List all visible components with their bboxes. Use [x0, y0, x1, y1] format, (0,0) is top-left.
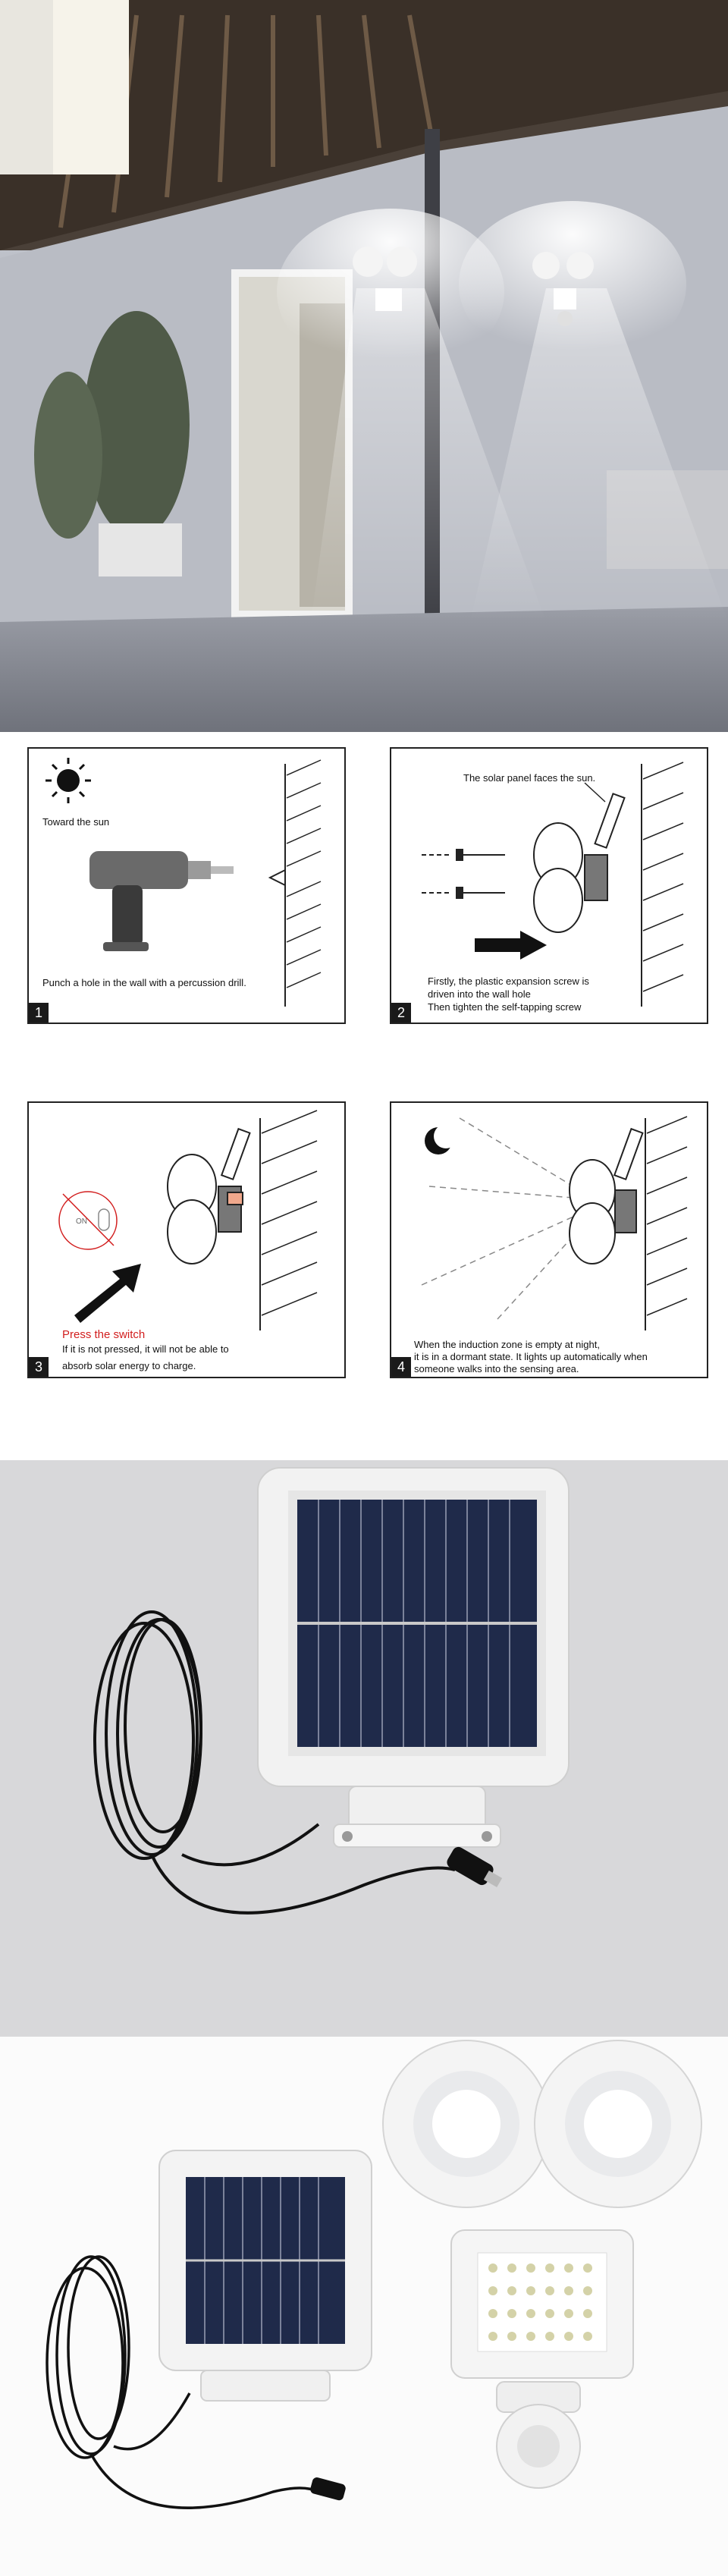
- step3-highlight: Press the switch: [62, 1328, 146, 1341]
- step1-caption-top: Toward the sun: [42, 816, 110, 828]
- step-number-1: 1: [29, 1003, 49, 1023]
- hero-house-photo: [0, 0, 728, 732]
- step4-caption-line-3: someone walks into the sensing area.: [414, 1363, 579, 1374]
- sun-icon: [46, 758, 91, 803]
- installation-steps: [0, 732, 728, 1460]
- lamp-head-icon: [570, 1129, 642, 1264]
- step-panel-1: [27, 747, 346, 1024]
- step-number-4: 4: [391, 1357, 411, 1377]
- house-scene-illustration: [0, 0, 728, 732]
- moon-icon: [425, 1124, 458, 1154]
- step1-caption-bottom: Punch a hole in the wall with a percussion drill.: [42, 977, 246, 988]
- switch-on-label: ON: [76, 1217, 87, 1226]
- screw-icon: [422, 850, 505, 898]
- step2-caption-line-1: Firstly, the plastic expansion screw is: [428, 975, 589, 987]
- drill-icon: [89, 851, 234, 951]
- step3-caption-line-1: If it is not pressed, it will not be able to: [62, 1343, 229, 1355]
- solar-panel-illustration: [0, 1460, 728, 2037]
- wall-icon: [645, 1117, 687, 1330]
- step4-caption-line-1: When the induction zone is empty at night,: [414, 1339, 600, 1350]
- switch-callout-icon: [59, 1192, 117, 1249]
- step-panel-3: [27, 1101, 346, 1378]
- arrow-up-right-icon: [74, 1264, 141, 1323]
- step2-caption-line-2: driven into the wall hole: [428, 988, 531, 1000]
- lamp-head-icon: [168, 1129, 249, 1264]
- lamp-head-icon: [534, 793, 624, 932]
- full-kit-photo: [0, 2037, 728, 2576]
- step-panel-2: [390, 747, 708, 1024]
- step4-drawing: [391, 1103, 707, 1377]
- full-kit-illustration: [0, 2037, 728, 2576]
- step2-caption-line-3: Then tighten the self-tapping screw: [428, 1001, 582, 1013]
- arrow-right-icon: [475, 931, 547, 960]
- step4-caption-line-2: it is in a dormant state. It lights up automatically when: [414, 1351, 648, 1362]
- step-panel-4: [390, 1101, 708, 1378]
- step2-caption-top: The solar panel faces the sun.: [463, 772, 596, 784]
- step-number-2: 2: [391, 1003, 411, 1023]
- wall-icon: [642, 762, 683, 1007]
- solar-panel-photo: [0, 1460, 728, 2037]
- step3-caption-line-2: absorb solar energy to charge.: [62, 1360, 196, 1371]
- wall-icon: [260, 1111, 317, 1330]
- wall-icon: [270, 760, 321, 1007]
- step-number-3: 3: [29, 1357, 49, 1377]
